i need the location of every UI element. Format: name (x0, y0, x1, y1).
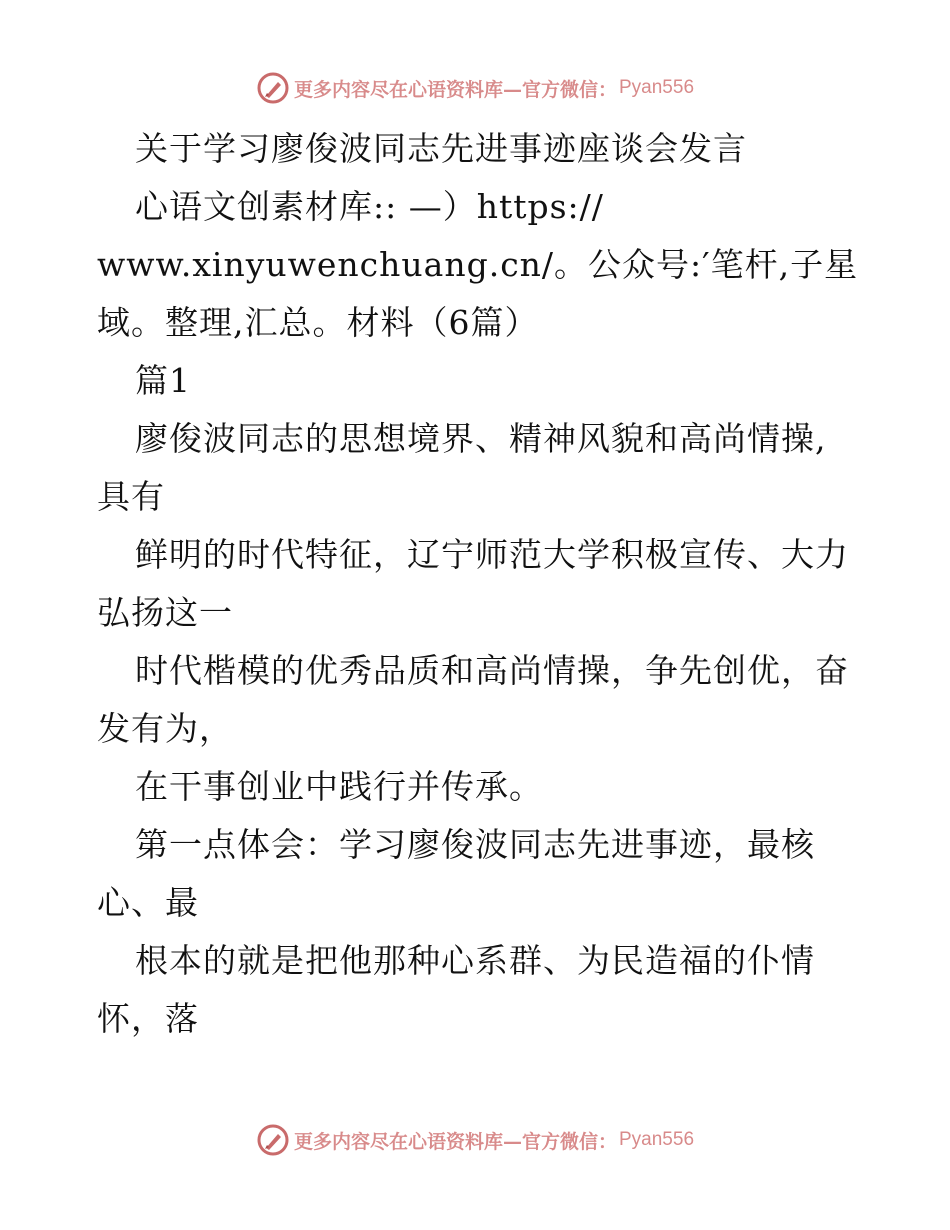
text-line: 怀，落 (97, 999, 199, 1038)
text-line: 心语文创素材库:: —）https:// (135, 187, 604, 226)
watermark-banner-top (0, 68, 950, 108)
text-line: 鲜明的时代特征，辽宁师范大学积极宣传、大力 (135, 535, 849, 574)
pen-logo-icon (256, 71, 290, 105)
text-line: 根本的就是把他那种心系群、为民造福的仆情 (135, 941, 815, 980)
text-line: 发有为， (97, 709, 233, 748)
pen-logo-icon (256, 1123, 290, 1157)
text-line: 时代楷模的优秀品质和高尚情操，争先创优，奋 (135, 651, 849, 690)
text-line: 具有 (97, 477, 165, 516)
text-line: 廖俊波同志的思想境界、精神风貌和高尚情操, (135, 419, 827, 458)
document-title: 关于学习廖俊波同志先进事迹座谈会发言 (135, 129, 747, 168)
text-line: 在干事创业中践行并传承。 (135, 767, 543, 806)
watermark-wechat-id: Pyan556 (619, 1129, 695, 1150)
watermark-wechat-id: Pyan556 (619, 77, 695, 98)
document-body (97, 120, 867, 1048)
text-line: 域。整理,汇总。材料（6篇） (97, 303, 539, 342)
section-heading: 篇1 (135, 361, 191, 400)
text-line: 心、最 (97, 883, 199, 922)
watermark-text: 更多内容尽在心语资料库—官方微信： (293, 1130, 617, 1153)
text-line: 弘扬这一 (97, 593, 233, 632)
text-line: www.xinyuwenchuang.cn/。公众号:′笔杆,子星 (97, 245, 859, 284)
watermark-banner-bottom (0, 1120, 950, 1160)
watermark-text: 更多内容尽在心语资料库—官方微信： (293, 78, 617, 101)
text-line: 第一点体会：学习廖俊波同志先进事迹，最核 (135, 825, 815, 864)
